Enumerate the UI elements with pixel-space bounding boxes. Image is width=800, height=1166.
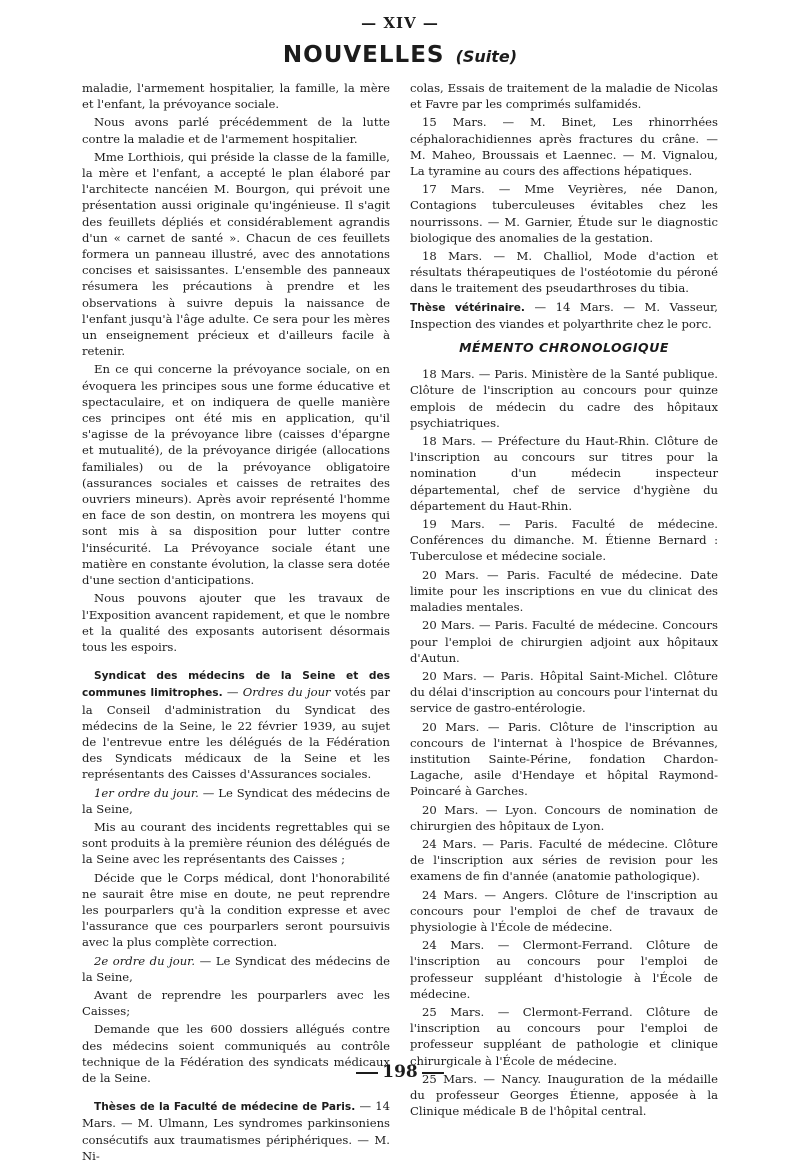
section-title: NOUVELLES — [282, 42, 445, 68]
memento-entry: 24 Mars. — Paris. Faculté de médecine. Clôture de l'inscription aux séries de revision pour les examens de fin d'année (anatomie pathologique). — [410, 836, 718, 884]
memento-entry: 25 Mars. — Nancy. Inauguration de la médaille du professeur Georges Étienne, apposée à la Clinique médicale B de l'hôpital central. — [410, 1071, 718, 1119]
memento-entry: 18 Mars. — Paris. Ministère de la Santé publique. Clôture de l'inscription au concours pour quinze emplois de médecin du cadre des hôpitaux psychiatriques. — [410, 367, 718, 430]
paragraph: Demande que les 600 dossiers allégués contre des médecins soient communiqués au contrôle technique de la Fédération des syndicats médicaux de la Seine. — [82, 1022, 390, 1085]
ordre-paragraph — [82, 953, 390, 985]
syndicat-body: votés par la Conseil d'administration du Syndicat des médecins de la Seine, le 22 février 1939, au sujet de l'entrevue entre les délégués de la Fédération des Syndicats médicaux de la Seine et les représentants des Caisses d'Assurances sociales. — [82, 685, 391, 782]
ordre1-body: — Le Syndicat des médecins de la Seine, — [82, 785, 390, 816]
paragraph: En ce qui concerne la prévoyance sociale, on en évoquera les principes sous une forme éducative et spectaculaire, et on indiquera de quelle manière ces principes ont été mis en application, qu'il s'agisse de la prévoyance libre (caisses d'épargne et mutualité), de la prévoyance dirigée (allocations familiales) ou de la prévoyance obligatoire (assurances sociales et caisses de retraites des ouvriers mineurs). Après avoir représenté l'homme en face de son destin, on montrera les moyens qui sont mis à sa disposition pour lutter contre l'insécurité. La Prévoyance sociale étant une matière en constante évolution, la classe sera dotée d'une section d'anticipations. — [82, 362, 390, 588]
syndicat-title: Syndicat des médecins de la Seine et des communes limitrophes. — [82, 670, 390, 700]
memento-entry: 20 Mars. — Paris. Faculté de médecine. Concours pour l'emploi de chirurgien adjoint aux hôpitaux d'Autun. — [410, 618, 718, 665]
dash: — — [222, 685, 243, 700]
memento-entry: 24 Mars. — Clermont-Ferrand. Clôture de l'inscription au concours pour l'emploi de professeur suppléant d'histologie à l'École de médecine. — [410, 938, 718, 1001]
these-veterinaire-paragraph — [410, 299, 718, 332]
section-subtitle: (Suite) — [455, 47, 518, 66]
ordre2-label: 2e ordre du jour. — [94, 953, 196, 968]
memento-entry: 20 Mars. — Paris. Clôture de l'inscription au concours de l'internat à l'hospice de Brévannes, institution Sainte-Périne, fondation Chardon-Lagache, asile d'Hendaye et hôpital Raymond-Poincaré à Garches. — [410, 719, 718, 799]
paragraph: 15 Mars. — M. Binet, Les rhinorrhées céphalorachidiennes après fractures du crâne. — M. Maheo, Broussais et Laennec. — M. Vignalou, La tyramine au cours des affections hépatiques. — [410, 115, 718, 179]
ordres-du-jour-label: Ordres du jour — [242, 685, 331, 700]
theses-title: Thèses de la Faculté de médecine de Paris. — [94, 1101, 356, 1114]
ordre1-label: 1er ordre du jour. — [94, 785, 199, 800]
left-column — [82, 80, 390, 1166]
page-roman-numeral: — XIV — — [361, 14, 439, 32]
these-veterinaire-body: — 14 Mars. — M. Vasseur, Inspection des viandes et polyarthrite chez le porc. — [410, 299, 718, 331]
paragraph: Décide que le Corps médical, dont l'honorabilité ne saurait être mise en doute, ne peut reprendre les pourparlers qu'à la condition expresse et avec l'assurance que ces pourparlers seront poursuivis avec la plus complète correction. — [82, 870, 390, 950]
rule-right — [422, 1072, 444, 1074]
paragraph: 18 Mars. — M. Challiol, Mode d'action et résultats thérapeutiques de l'ostéotomie du péroné dans le traitement des pseudarthroses du tibia. — [410, 249, 718, 296]
ordre2-body: — Le Syndicat des médecins de la Seine, — [82, 953, 390, 984]
page-number-value: 198 — [382, 1062, 418, 1082]
paragraph: Mis au courant des incidents regrettables qui se sont produits à la première réunion des délégués de la Seine avec les représentants des Caisses ; — [82, 819, 390, 867]
syndicat-paragraph — [82, 667, 390, 782]
theses-body: — 14 Mars. — M. Ulmann, Les syndromes parkinsoniens consécutifs aux traumatismes périphériques. — M. Ni- — [82, 1099, 391, 1163]
rule-left — [356, 1072, 378, 1074]
paragraph: Mme Lorthiois, qui préside la classe de la famille, la mère et l'enfant, a accepté le plan élaboré par l'architecte nancéien M. Bourgon, qui prévoit une présentation aussi originale qu'ingénieuse. Il s'agit des feuillets dépliés et considérablement agrandis d'un « carnet de santé ». Chacun de ces feuillets formera un panneau illustré, avec des annotations concises et saisissantes. L'ensemble des panneaux résumera les précautions à prendre et les observations à suivre depuis la naissance de l'enfant jusqu'à l'âge adulte. Ce sera pour les mères un enseignement précieux et d'ailleurs facile à retenir. — [82, 149, 390, 359]
paragraph: Nous pouvons ajouter que les travaux de l'Exposition avancent rapidement, et que le nombre et la qualité des exposants autorisent désormais tous les espoirs. — [82, 591, 390, 654]
right-column — [410, 80, 718, 1121]
paragraph: maladie, l'armement hospitalier, la famille, la mère et l'enfant, la prévoyance sociale. — [82, 81, 390, 112]
memento-entry: 25 Mars. — Clermont-Ferrand. Clôture de l'inscription au concours pour l'emploi de professeur suppléant de pathologie et clinique chirurgicale à l'École de médecine. — [410, 1004, 718, 1068]
theses-paragraph — [82, 1098, 390, 1164]
these-veterinaire-label: Thèse vétérinaire. — [410, 301, 525, 314]
paragraph: Nous avons parlé précédemment de la lutte contre la maladie et de l'armement hospitalier. — [82, 115, 390, 146]
memento-entry: 19 Mars. — Paris. Faculté de médecine. Conférences du dimanche. M. Étienne Bernard : Tuberculose et médecine sociale. — [410, 517, 718, 564]
paragraph: colas, Essais de traitement de la maladie de Nicolas et Favre par les comprimés sulfamidés. — [410, 81, 718, 112]
paragraph: Avant de reprendre les pourparlers avec les Caisses; — [82, 987, 390, 1019]
page-number — [0, 1062, 800, 1082]
memento-entry: 20 Mars. — Paris. Hôpital Saint-Michel. Clôture du délai d'inscription au concours pour l'internat du service de gastro-entérologie. — [410, 668, 718, 716]
ordre-paragraph — [82, 785, 390, 817]
memento-entry: 20 Mars. — Paris. Faculté de médecine. Date limite pour les inscriptions en vue du clinicat des maladies mentales. — [410, 567, 718, 615]
memento-entry: 20 Mars. — Lyon. Concours de nomination de chirurgien des hôpitaux de Lyon. — [410, 802, 718, 833]
memento-title: MÉMENTO CHRONOLOGIQUE — [459, 340, 669, 356]
paragraph: 17 Mars. — Mme Veyrières, née Danon, Contagions tuberculeuses évitables chez les nourrissons. — M. Garnier, Étude sur le diagnostic biologique des anomalies de la gestation. — [410, 182, 718, 245]
memento-entry: 24 Mars. — Angers. Clôture de l'inscription au concours pour l'emploi de chef de travaux de physiologie à l'École de médecine. — [410, 887, 718, 934]
section-heading — [0, 42, 800, 68]
memento-entry: 18 Mars. — Préfecture du Haut-Rhin. Clôture de l'inscription au concours sur titres pour la nomination d'un médecin inspecteur départemental, chef de service d'hygiène du département du Haut-Rhin. — [410, 434, 718, 513]
